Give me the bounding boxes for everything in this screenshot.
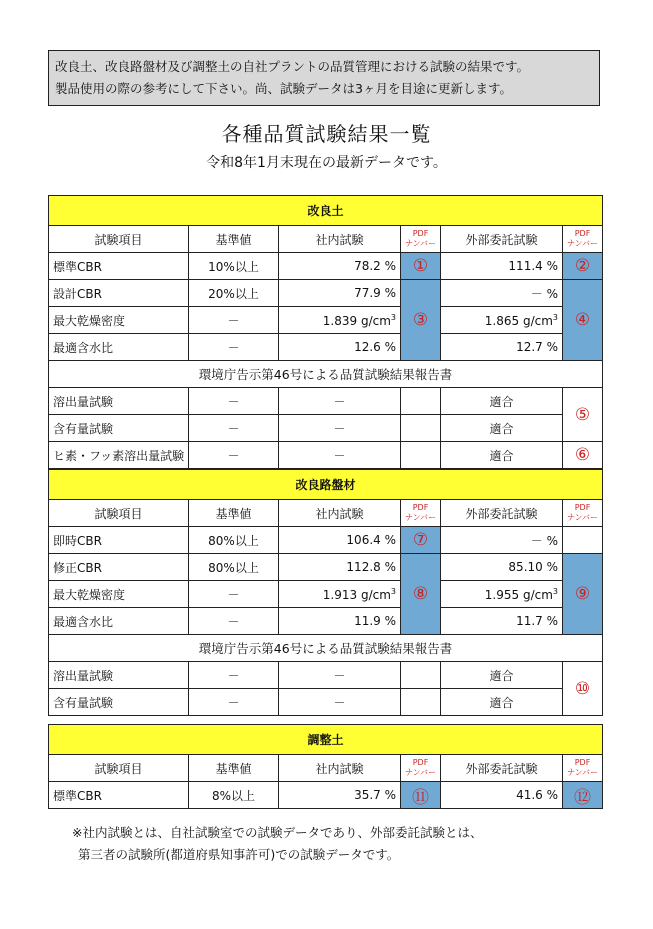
cell-external: 適合 bbox=[441, 388, 563, 415]
notice-line-2: 製品使用の際の参考にして下さい。尚、試験データは3ヶ月を目途に更新します。 bbox=[55, 81, 512, 96]
cell-item: 設計CBR bbox=[49, 280, 189, 307]
pdf-link-8[interactable]: ⑧ bbox=[401, 554, 441, 635]
cell-standard: － bbox=[189, 388, 279, 415]
pdf-link-12[interactable]: ⑫ bbox=[563, 782, 603, 809]
cell-empty bbox=[563, 527, 603, 554]
header-item: 試験項目 bbox=[49, 226, 189, 253]
cell-item: 最大乾燥密度 bbox=[49, 307, 189, 334]
cell-item: 溶出量試験 bbox=[49, 388, 189, 415]
pdf-link-6[interactable]: ⑥ bbox=[563, 442, 603, 469]
cell-standard: － bbox=[189, 307, 279, 334]
cell-external: 85.10 % bbox=[441, 554, 563, 581]
cell-external: － % bbox=[441, 527, 563, 554]
table-row bbox=[49, 280, 603, 307]
cell-internal: 35.7 % bbox=[279, 782, 401, 809]
cell-external: 適合 bbox=[441, 442, 563, 469]
cell-item: 最適含水比 bbox=[49, 334, 189, 361]
cell-external: 適合 bbox=[441, 415, 563, 442]
cell-internal: 78.2 % bbox=[279, 253, 401, 280]
header-standard: 基準値 bbox=[189, 226, 279, 253]
table-row bbox=[49, 782, 603, 809]
cell-item: 修正CBR bbox=[49, 554, 189, 581]
cell-internal: 1.839 $g/cm^3$ bbox=[279, 307, 401, 334]
cell-standard: 80%以上 bbox=[189, 554, 279, 581]
header-item: 試験項目 bbox=[49, 500, 189, 527]
cell-empty bbox=[401, 662, 441, 689]
cell-external: － % bbox=[441, 280, 563, 307]
pdf-link-3[interactable]: ③ bbox=[401, 280, 441, 361]
cell-external: 適合 bbox=[441, 662, 563, 689]
cell-standard: － bbox=[189, 581, 279, 608]
report-title: 環境庁告示第46号による品質試験結果報告書 bbox=[49, 635, 603, 662]
table-row bbox=[49, 554, 603, 581]
cell-internal: 112.8 % bbox=[279, 554, 401, 581]
table-kairyorobanzai bbox=[48, 469, 603, 716]
table-choseido bbox=[48, 724, 603, 809]
page-title: 各種品質試験結果一覧 bbox=[221, 122, 432, 146]
cell-standard: － bbox=[189, 334, 279, 361]
header-pdf-number: PDF ナンバー bbox=[401, 755, 441, 782]
cell-item: 溶出量試験 bbox=[49, 662, 189, 689]
cell-item: 最適含水比 bbox=[49, 608, 189, 635]
header-pdf-number: PDF ナンバー bbox=[401, 500, 441, 527]
header-item: 試験項目 bbox=[49, 755, 189, 782]
header-internal: 社内試験 bbox=[279, 226, 401, 253]
footnote-line-2: 第三者の試験所(都道府県知事許可)での試験データです。 bbox=[78, 847, 400, 862]
notice-box bbox=[48, 50, 600, 106]
table-row bbox=[49, 662, 603, 689]
cell-external: 1.955 $g/cm^3$ bbox=[441, 581, 563, 608]
cell-external: 1.865 $g/cm^3$ bbox=[441, 307, 563, 334]
page-subtitle: 令和8年1月末現在の最新データです。 bbox=[206, 155, 447, 171]
cell-external: 12.7 % bbox=[441, 334, 563, 361]
header-pdf-number: PDF ナンバー bbox=[563, 500, 603, 527]
cell-internal: － bbox=[279, 442, 401, 469]
cell-standard: － bbox=[189, 689, 279, 716]
table-row bbox=[49, 581, 603, 608]
header-pdf-number: PDF ナンバー bbox=[563, 755, 603, 782]
footnote bbox=[72, 822, 482, 866]
header-external: 外部委託試験 bbox=[441, 226, 563, 253]
cell-empty bbox=[401, 689, 441, 716]
cell-internal: 12.6 % bbox=[279, 334, 401, 361]
pdf-link-2[interactable]: ② bbox=[563, 253, 603, 280]
cell-internal: 77.9 % bbox=[279, 280, 401, 307]
cell-item: 即時CBR bbox=[49, 527, 189, 554]
cell-standard: － bbox=[189, 442, 279, 469]
footnote-line-1: ※社内試験とは、自社試験室での試験データであり、外部委託試験とは、 bbox=[72, 825, 483, 840]
cell-item: 含有量試験 bbox=[49, 689, 189, 716]
cell-empty bbox=[401, 388, 441, 415]
cell-external: 41.6 % bbox=[441, 782, 563, 809]
table-row bbox=[49, 442, 603, 469]
table-row bbox=[49, 334, 603, 361]
header-pdf-number: PDF ナンバー bbox=[401, 226, 441, 253]
cell-internal: － bbox=[279, 662, 401, 689]
table-row bbox=[49, 608, 603, 635]
header-external: 外部委託試験 bbox=[441, 755, 563, 782]
cell-empty bbox=[401, 442, 441, 469]
table-row bbox=[49, 415, 603, 442]
cell-empty bbox=[401, 415, 441, 442]
cell-standard: － bbox=[189, 415, 279, 442]
cell-standard: 20%以上 bbox=[189, 280, 279, 307]
cell-internal: － bbox=[279, 689, 401, 716]
cell-external: 11.7 % bbox=[441, 608, 563, 635]
pdf-link-4[interactable]: ④ bbox=[563, 280, 603, 361]
pdf-link-7[interactable]: ⑦ bbox=[401, 527, 441, 554]
table-row bbox=[49, 307, 603, 334]
cell-standard: － bbox=[189, 608, 279, 635]
cell-item: 標準CBR bbox=[49, 253, 189, 280]
cell-item: 標準CBR bbox=[49, 782, 189, 809]
header-external: 外部委託試験 bbox=[441, 500, 563, 527]
pdf-link-5[interactable]: ⑤ bbox=[563, 388, 603, 442]
table-row bbox=[49, 253, 603, 280]
table-kairyodo bbox=[48, 195, 603, 469]
section-title: 調整土 bbox=[49, 725, 603, 755]
cell-standard: 8%以上 bbox=[189, 782, 279, 809]
cell-item: 含有量試験 bbox=[49, 415, 189, 442]
header-standard: 基準値 bbox=[189, 500, 279, 527]
cell-item: ヒ素・フッ素溶出量試験 bbox=[49, 442, 189, 469]
cell-standard: 80%以上 bbox=[189, 527, 279, 554]
pdf-link-11[interactable]: ⑪ bbox=[401, 782, 441, 809]
header-internal: 社内試験 bbox=[279, 500, 401, 527]
cell-internal: 106.4 % bbox=[279, 527, 401, 554]
table-row bbox=[49, 689, 603, 716]
cell-internal: 11.9 % bbox=[279, 608, 401, 635]
cell-external: 111.4 % bbox=[441, 253, 563, 280]
header-standard: 基準値 bbox=[189, 755, 279, 782]
table-row bbox=[49, 388, 603, 415]
cell-standard: － bbox=[189, 662, 279, 689]
section-title: 改良土 bbox=[49, 196, 603, 226]
cell-internal: － bbox=[279, 415, 401, 442]
pdf-link-9[interactable]: ⑨ bbox=[563, 554, 603, 635]
header-internal: 社内試験 bbox=[279, 755, 401, 782]
cell-external: 適合 bbox=[441, 689, 563, 716]
cell-internal: － bbox=[279, 388, 401, 415]
report-title: 環境庁告示第46号による品質試験結果報告書 bbox=[49, 361, 603, 388]
table-row bbox=[49, 527, 603, 554]
cell-internal: 1.913 $g/cm^3$ bbox=[279, 581, 401, 608]
pdf-link-1[interactable]: ① bbox=[401, 253, 441, 280]
cell-standard: 10%以上 bbox=[189, 253, 279, 280]
header-pdf-number: PDF ナンバー bbox=[563, 226, 603, 253]
section-title: 改良路盤材 bbox=[49, 470, 603, 500]
pdf-link-10[interactable]: ⑩ bbox=[563, 662, 603, 716]
notice-line-1: 改良土、改良路盤材及び調整土の自社プラントの品質管理における試験の結果です。 bbox=[55, 59, 530, 74]
cell-item: 最大乾燥密度 bbox=[49, 581, 189, 608]
